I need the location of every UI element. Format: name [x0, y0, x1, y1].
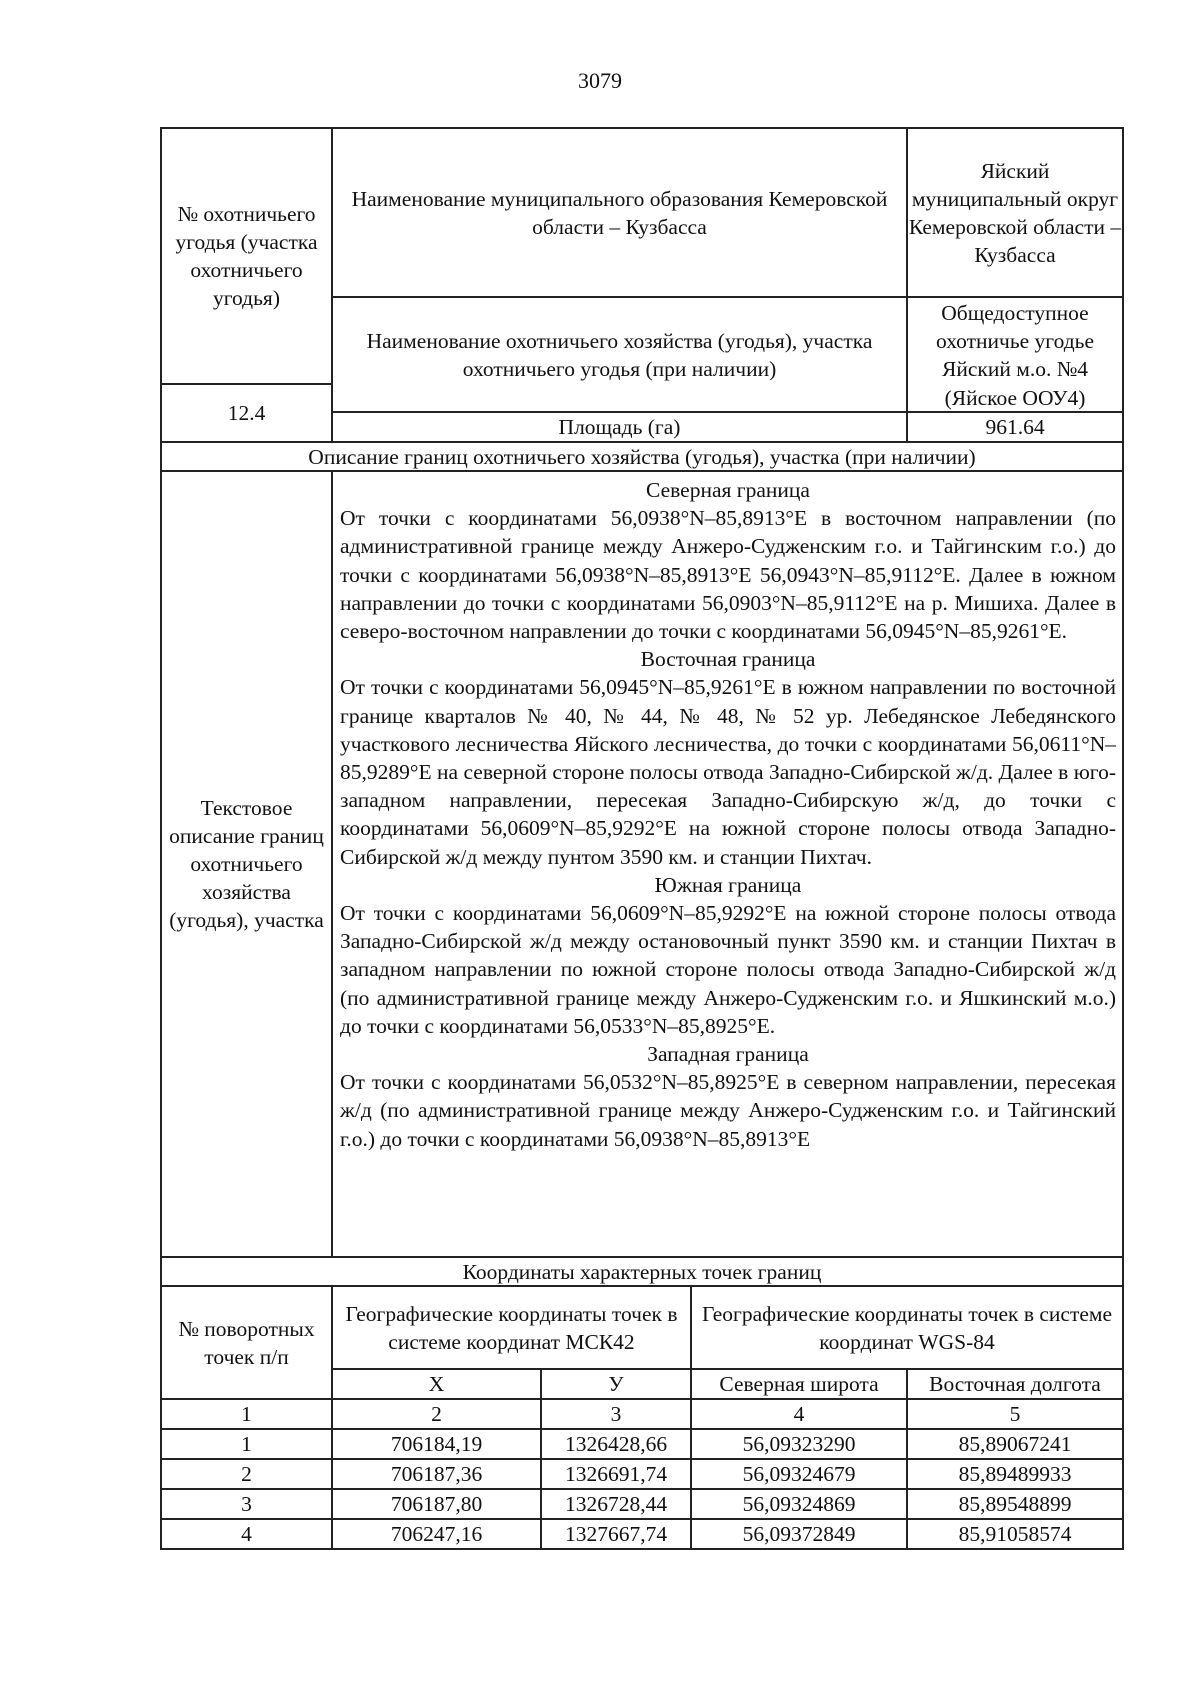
latitude-column-header: Северная широта: [719, 1372, 879, 1396]
x-value: 706184,19: [390, 1432, 483, 1456]
municipality-value: Яйский муниципальный округ Кемеровской области – Кузбасса: [908, 158, 1122, 267]
latitude-value: 56,09372849: [742, 1522, 856, 1546]
area-label: Площадь (га): [558, 415, 681, 439]
municipality-label: Наименование муниципального образования Кемеровской области – Кузбасса: [351, 186, 888, 239]
column-index: 2: [431, 1402, 442, 1426]
latitude-value: 56,09324869: [742, 1492, 856, 1516]
point-number: 1: [241, 1432, 252, 1456]
area-value: 961.64: [985, 415, 1045, 439]
longitude-value: 85,89067241: [958, 1432, 1072, 1456]
x-value: 706187,80: [390, 1492, 483, 1516]
hunting-farm-value: Общедоступное охотничье угодье Яйский м.о. №4: [935, 301, 1094, 381]
east-boundary-text: От точки с координатами 56,0945°N–85,9261°E в южном направлении по восточной границе кварталов № 40, № 44, № 48, № 52 ур. Лебедянское Лебедянского участкового лесничества Яйского лесничества, до точки с координатами 56,0611°N–85,9289°E на северной стороне полосы отвода Западно-Сибирской ж/д. Далее в юго-западном направлении, пересекая Западно-Сибирскую ж/д, до точки с координатами 56,0609°N–85,9292°E на южной стороне полосы отвода Западно-Сибирской ж/д между пунтом 3590 км. и станции Пихтач.: [340, 675, 1116, 869]
description-section-title: Описание границ охотничьего хозяйства (угодья), участка (при наличии): [308, 444, 976, 469]
north-boundary-text: От точки с координатами 56,0938°N–85,8913°E в восточном направлении (по административной границе между Анжеро-Судженским г.о. и Тайгинским г.о.) до точки с координатами 56,0938°N–85,8913°E 56,0943°N–85,9112°E. Далее в южном направлении до точки с координатами 56,0903°N–85,9112°E на р. Мишиха. Далее в северо-восточном направлении до точки с координатами 56,0945°N–85,9261°E.: [340, 506, 1116, 644]
column-index: 5: [1009, 1402, 1021, 1426]
page-number: 3079: [578, 68, 622, 93]
hunting-farm-value-extra: (Яйское ООУ4): [944, 385, 1086, 410]
boundary-description: [340, 476, 1116, 1153]
description-left-label: Текстовое описание границ охотничьего хозяйства (угодья), участка: [169, 796, 324, 932]
x-column-header: Х: [428, 1372, 445, 1396]
latitude-value: 56,09323290: [742, 1432, 856, 1456]
south-boundary-heading: Южная граница: [654, 872, 802, 897]
point-number: 4: [241, 1522, 252, 1546]
msk42-group-header: Географические координаты точек в системе координат МСК42: [345, 1301, 678, 1354]
column-index: 3: [610, 1402, 622, 1426]
y-column-header: У: [608, 1372, 624, 1396]
y-value: 1326691,74: [564, 1462, 668, 1486]
y-value: 1326428,66: [564, 1432, 668, 1456]
longitude-value: 85,89489933: [958, 1462, 1072, 1486]
latitude-value: 56,09324679: [742, 1462, 856, 1486]
x-value: 706187,36: [390, 1462, 483, 1486]
hunting-farm-label: Наименование охотничьего хозяйства (угодья), участка охотничьего угодья (при наличии): [366, 328, 873, 381]
longitude-value: 85,89548899: [958, 1492, 1072, 1516]
column-index: 4: [793, 1402, 805, 1426]
point-number: 3: [241, 1492, 252, 1516]
column-index: 1: [241, 1402, 252, 1426]
longitude-value: 85,91058574: [958, 1522, 1072, 1546]
hunting-ground-number: 12.4: [227, 401, 266, 425]
wgs84-group-header: Географические координаты точек в системе координат WGS-84: [701, 1301, 1113, 1354]
coordinates-section-title: Координаты характерных точек границ: [462, 1259, 822, 1284]
point-number: 2: [241, 1462, 252, 1486]
y-value: 1327667,74: [564, 1522, 668, 1546]
west-boundary-heading: Западная граница: [647, 1042, 809, 1067]
longitude-column-header: Восточная долгота: [929, 1372, 1101, 1396]
y-value: 1326728,44: [564, 1492, 668, 1516]
turning-point-number-header: № поворотных точек п/п: [178, 1316, 315, 1369]
hunting-ground-number-header: № охотничьего угодья (участка охотничьего угодья): [175, 202, 318, 310]
west-boundary-text: От точки с координатами 56,0532°N–85,8925°E в северном направлении, пересекая ж/д (по административной границе между Анжеро-Судженским г.о. и Тайгинский г.о.) до точки с координатами 56,0938°N–85,8913°E: [340, 1070, 1116, 1151]
x-value: 706247,16: [390, 1522, 483, 1546]
south-boundary-text: От точки с координатами 56,0609°N–85,9292°E на южной стороне полосы отвода Западно-Сибирской ж/д между остановочный пункт 3590 км. и станции Пихтач в западном направлении по южной стороне полосы отвода Западно-Сибирской ж/д (по административной границе между Анжеро-Судженским г.о. и Яшкинский м.о.) до точки с координатами 56,0533°N–85,8925°E.: [340, 901, 1116, 1038]
north-boundary-heading: Северная граница: [646, 478, 810, 502]
east-boundary-heading: Восточная граница: [640, 647, 816, 672]
